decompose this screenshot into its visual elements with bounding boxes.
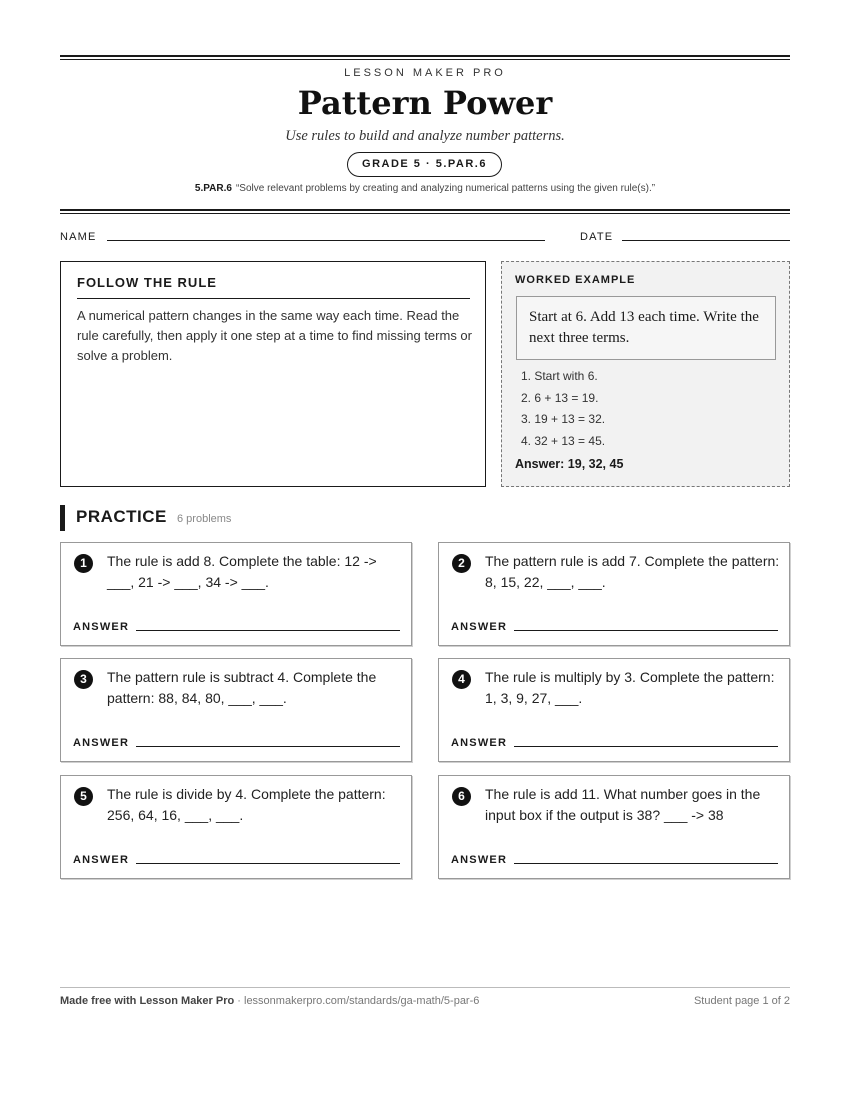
example-heading: WORKED EXAMPLE — [515, 274, 636, 286]
problem-card-2 — [438, 542, 790, 646]
problem-text: The rule is divide by 4. Complete the pattern: 256, 64, 16, ___, ___. — [107, 786, 386, 823]
answer-field[interactable] — [136, 746, 400, 747]
answer-label: ANSWER — [73, 737, 130, 749]
problem-card-4 — [438, 658, 790, 762]
rule-heading-underline — [77, 298, 470, 299]
problem-text: The rule is add 8. Complete the table: 12 -> ___, 21 -> ___, 34 -> ___. — [107, 553, 377, 590]
problem-card-5 — [60, 775, 412, 879]
answer-label: ANSWER — [451, 621, 508, 633]
practice-heading: PRACTICE — [76, 507, 167, 526]
answer-label: ANSWER — [73, 854, 130, 866]
example-step: 3. 19 + 13 = 32. — [521, 412, 606, 426]
example-step: 2. 6 + 13 = 19. — [521, 390, 599, 405]
page-title: Pattern Power — [297, 84, 553, 122]
follow-the-rule-box — [60, 261, 486, 487]
problem-text: The rule is multiply by 3. Complete the pattern: 1, 3, 9, 27, ___. — [485, 669, 775, 706]
answer-label: ANSWER — [73, 621, 130, 633]
footer-made-with: Made free with Lesson Maker Pro — [60, 995, 235, 1007]
rule-heading: FOLLOW THE RULE — [77, 275, 217, 290]
top-divider — [60, 55, 790, 60]
problem-text: The pattern rule is subtract 4. Complete the pattern: 88, 84, 80, ___, ___. — [107, 669, 377, 706]
standard-text: “Solve relevant problems by creating and analyzing numerical patterns using the given rule(s).” — [235, 183, 656, 194]
footer-credit — [60, 995, 479, 1007]
date-label: DATE — [580, 231, 614, 243]
example-problem: Start at 6. Add 13 each time. Write the next three terms. — [516, 296, 776, 360]
example-steps — [521, 366, 605, 452]
footer-page-number: Student page 1 of 2 — [693, 995, 790, 1007]
footer-divider — [60, 987, 790, 988]
rule-body: A numerical pattern changes in the same way each time. Read the rule carefully, then apply it one step at a time to find missing terms or solve a problem. — [77, 308, 472, 363]
worked-example-box — [501, 261, 790, 487]
answer-field[interactable] — [514, 630, 778, 631]
problem-number: 1 — [74, 554, 93, 573]
answer-label: ANSWER — [451, 737, 508, 749]
problem-card-6 — [438, 775, 790, 879]
problem-text: The pattern rule is add 7. Complete the pattern: 8, 15, 22, ___, ___. — [485, 553, 780, 590]
problem-number: 3 — [74, 670, 93, 689]
answer-field[interactable] — [136, 630, 400, 631]
standard-code: 5.PAR.6 — [194, 183, 232, 194]
footer-url: · lessonmakerpro.com/standards/ga-math/5-par-6 — [234, 995, 480, 1007]
practice-accent-bar — [60, 505, 65, 531]
header-divider — [60, 209, 790, 214]
page-subtitle: Use rules to build and analyze number patterns. — [285, 128, 565, 144]
name-field[interactable] — [107, 240, 545, 241]
problem-text: The rule is add 11. What number goes in the input box if the output is 38? ___ -> 38 — [485, 786, 761, 823]
example-answer: Answer: 19, 32, 45 — [515, 457, 624, 471]
answer-label: ANSWER — [451, 854, 508, 866]
brand-name: LESSON MAKER PRO — [344, 67, 506, 79]
problem-card-1 — [60, 542, 412, 646]
worksheet-page — [60, 0, 790, 1100]
name-label: NAME — [60, 231, 97, 243]
date-field[interactable] — [622, 240, 790, 241]
problem-number: 6 — [452, 787, 471, 806]
grade-badge: GRADE 5 · 5.PAR.6 — [347, 152, 502, 177]
answer-field[interactable] — [514, 863, 778, 864]
example-step: 1. Start with 6. — [521, 369, 598, 383]
problem-number: 2 — [452, 554, 471, 573]
problem-number: 5 — [74, 787, 93, 806]
answer-field[interactable] — [514, 746, 778, 747]
standard-description — [60, 183, 790, 194]
example-step: 4. 32 + 13 = 45. — [521, 433, 606, 448]
answer-field[interactable] — [136, 863, 400, 864]
problem-number: 4 — [452, 670, 471, 689]
problem-card-3 — [60, 658, 412, 762]
practice-count: 6 problems — [177, 513, 232, 525]
